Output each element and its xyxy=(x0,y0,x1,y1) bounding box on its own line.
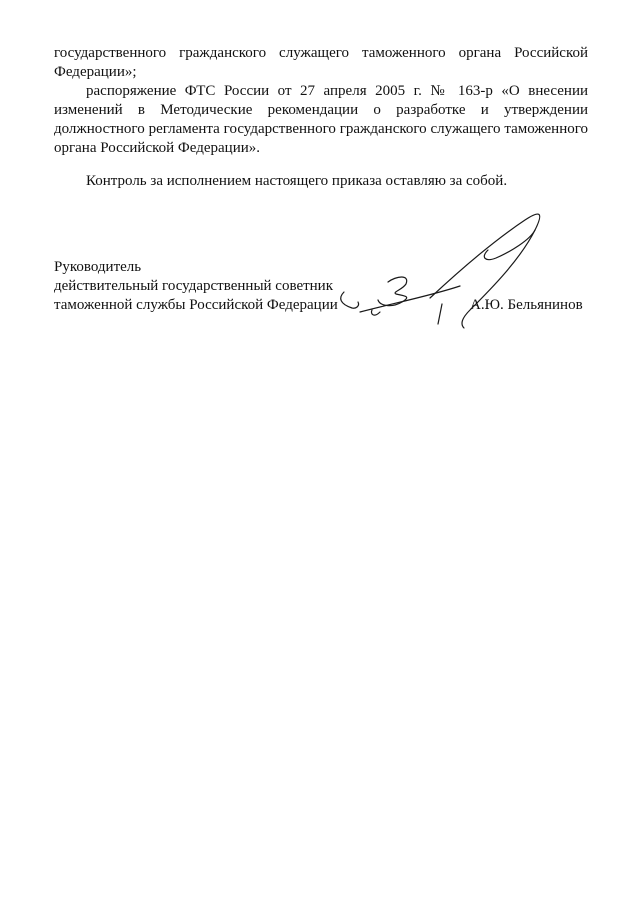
position-title-line2: действительный государственный советник xyxy=(54,278,334,294)
paragraph-continuation: государственного гражданского служащего таможенного органа Российской Федерации»; xyxy=(54,45,588,80)
handwritten-signature-icon xyxy=(330,200,570,340)
position-title-line1: Руководитель xyxy=(54,259,142,275)
paragraph-control-statement: Контроль за исполнением настоящего приказа оставляю за собой. xyxy=(86,173,508,189)
signature-position-block xyxy=(54,258,338,315)
paragraph-order-reference: распоряжение ФТС России от 27 апреля 2005 г. № 163-р «О внесении изменений в Методические рекомендации о разработке и утверждении должностного регламента государственного гражданского служащего таможенного органа Российской Федерации». xyxy=(54,83,588,156)
position-title-line3: таможенной службы Российской Федерации xyxy=(54,297,338,313)
signer-name: А.Ю. Бельянинов xyxy=(470,297,583,313)
